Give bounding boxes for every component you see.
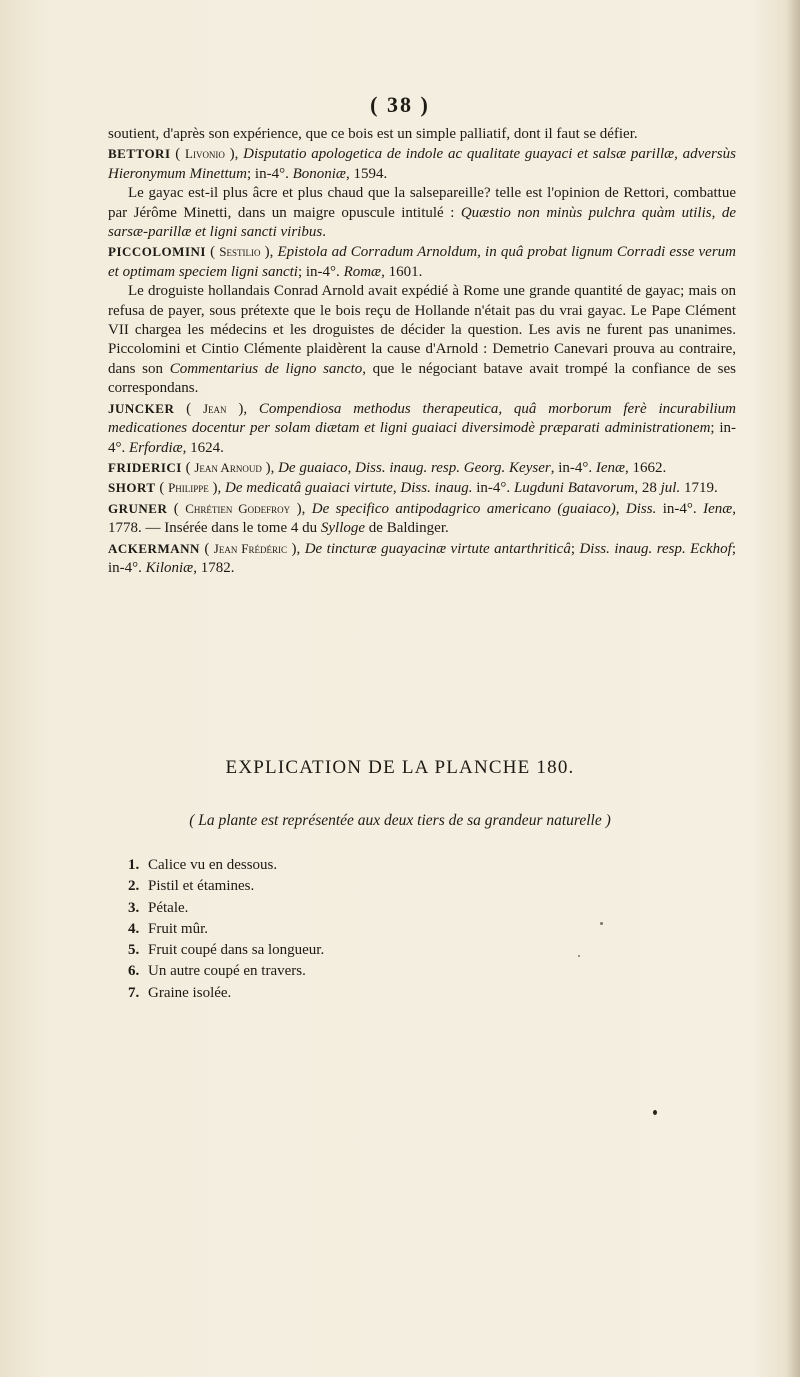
italic-title: Lugduni Batavorum: [513, 480, 635, 497]
text-run: ),: [260, 244, 278, 261]
author-name: PICCOLOMINI: [108, 244, 206, 260]
text-run: Jean: [202, 400, 227, 416]
commentary-paragraph: [108, 184, 736, 242]
legend-number: 4.: [128, 920, 140, 937]
bibliography-entry: [108, 399, 736, 458]
text-run: , 1601.: [381, 263, 423, 280]
italic-title: Diss.: [625, 500, 657, 517]
commentary-paragraph: [108, 125, 736, 144]
ink-speck: [578, 955, 580, 957]
text-run: ;: [570, 540, 580, 557]
page-number: ( 38 ): [370, 92, 430, 117]
author-name: SHORT: [108, 480, 156, 496]
text-run: , 1624.: [182, 439, 224, 456]
bibliography-text: [108, 125, 736, 578]
text-run: ),: [287, 540, 305, 557]
bibliography-entry: [108, 242, 736, 282]
text-run: Jean Arnoud: [194, 459, 262, 475]
text-run: in-4°.: [472, 480, 514, 497]
text-run: ,: [392, 480, 401, 497]
ink-speck: [600, 922, 603, 925]
legend-item: [128, 985, 324, 1006]
text-run: ; in-4°.: [247, 165, 293, 182]
italic-title: Erfordiæ: [129, 439, 183, 456]
text-run: , 1778. — Insérée dans le tome 4 du: [108, 500, 736, 537]
text-run: ; in-4°.: [108, 540, 736, 576]
text-run: de Baldinger.: [365, 520, 449, 537]
text-run: , 28: [634, 480, 661, 497]
legend-item: [128, 878, 324, 899]
legend-number: 1.: [128, 857, 140, 873]
text-run: (: [181, 459, 195, 476]
legend-text: Fruit mûr.: [148, 920, 209, 937]
text-run: ),: [226, 400, 259, 417]
text-run: ),: [208, 480, 226, 497]
italic-title: De medicatâ guaiaci virtute: [225, 480, 393, 497]
italic-title: De specifico antipodagrico americano (guaiaco): [311, 500, 616, 517]
author-name: GRUNER: [108, 500, 168, 516]
author-name: BETTORI: [108, 146, 171, 162]
legend-text: Graine isolée.: [148, 984, 232, 1001]
text-run: Le droguiste hollandais Conrad Arnold avait expédié à Rome une grande quantité de gayac; mais on refusa de payer, sous prétexte que le bois reçu de Hollande n'était pas du vrai gayac. Le Pape Clément VII chargea les médecins et les droguistes de décider la question. Les avis ne furent pas unanimes. Piccolomini et Cintio Clémente plaidèrent la cause d'Arnold : Demetrio Canevari prouva au contraire, dans son: [108, 283, 736, 377]
text-run: soutient, d'après son expérience, que ce bois est un simple palliatif, dont il faut se défier.: [108, 126, 638, 142]
text-run: (: [155, 480, 169, 497]
plate-scale-note: ( La plante est représentée aux deux tiers de sa grandeur naturelle ): [189, 812, 611, 829]
italic-title: Compendiosa methodus therapeutica, quâ morborum ferè incurabilium medicationes docentur per solam diætam et ligni guaiaci diversimodè præparati administrationem: [108, 400, 736, 437]
text-run: , que le négociant batave avait trompé la confiance de ses correspondans.: [108, 360, 736, 397]
text-run: ),: [261, 459, 279, 476]
legend-text: Fruit coupé dans sa longueur.: [148, 942, 325, 959]
legend-item: [128, 921, 324, 942]
legend-text: Calice vu en dessous.: [148, 857, 278, 873]
text-run: , 1662.: [625, 459, 667, 476]
bibliography-entry: [108, 458, 736, 478]
italic-title: Diss. inaug.: [400, 480, 473, 497]
text-run: .: [322, 224, 326, 241]
plate-legend-list: [128, 857, 324, 1006]
italic-title: Ienæ: [595, 459, 626, 476]
text-run: in-4°.: [656, 500, 704, 517]
text-run: ),: [290, 500, 312, 517]
text-run: ; in-4°.: [297, 263, 344, 280]
bibliography-entry: [108, 144, 736, 184]
text-run: (: [167, 500, 186, 517]
legend-text: Un autre coupé en travers.: [148, 963, 306, 980]
text-run: ),: [224, 146, 244, 163]
plate-explanation-heading: EXPLICATION DE LA PLANCHE 180.: [225, 757, 575, 778]
italic-title: Romæ: [343, 263, 382, 280]
italic-title: De guaiaco: [278, 459, 348, 476]
legend-item: [128, 857, 324, 878]
author-name: ACKERMANN: [108, 540, 200, 556]
text-run: Philippe: [168, 480, 209, 496]
text-run: Jean Frédéric: [213, 540, 288, 556]
text-run: , 1594.: [345, 165, 388, 182]
legend-text: Pétale.: [148, 899, 189, 916]
legend-item: [128, 942, 324, 963]
bibliography-entry: [108, 478, 736, 498]
text-run: Chrétien Godefroy: [185, 500, 291, 516]
text-run: , 1782.: [193, 559, 235, 576]
text-run: (: [205, 244, 220, 261]
legend-number: 7.: [128, 984, 140, 1001]
text-run: 1719.: [680, 480, 718, 497]
legend-item: [128, 900, 324, 921]
italic-title: jul.: [660, 480, 681, 497]
text-run: (: [199, 540, 214, 557]
text-run: Livonio: [185, 146, 225, 162]
ink-speck: [653, 1110, 657, 1115]
italic-title: Bononiæ: [292, 165, 346, 182]
legend-number: 6.: [128, 963, 140, 980]
italic-title: Diss. inaug. resp. Eckhof: [579, 540, 732, 557]
page-edge-shadow: [786, 0, 800, 1377]
italic-title: Kiloniæ: [145, 559, 194, 576]
text-run: (: [174, 400, 203, 417]
legend-number: 3.: [128, 899, 140, 916]
text-run: , in-4°.: [550, 459, 596, 476]
text-run: (: [170, 146, 185, 163]
legend-text: Pistil et étamines.: [148, 878, 255, 895]
italic-title: Diss. inaug. resp. Georg. Keyser: [355, 459, 551, 476]
text-run: ,: [615, 500, 626, 517]
italic-title: Ienæ: [703, 500, 733, 517]
text-run: Sestilio: [219, 244, 261, 260]
author-name: FRIDERICI: [108, 459, 182, 475]
italic-title: Quæstio non minùs pulchra quàm utilis, de sarsæ-parillæ et ligni sancti viribus: [108, 204, 736, 241]
text-run: ; in-4°.: [108, 420, 736, 456]
text-run: ,: [347, 459, 356, 476]
commentary-paragraph: [108, 282, 736, 398]
legend-number: 2.: [128, 878, 140, 895]
author-name: JUNCKER: [108, 400, 175, 416]
bibliography-entry: [108, 499, 736, 539]
legend-item: [128, 963, 324, 984]
bibliography-entry: [108, 539, 736, 579]
italic-title: Disputatio apologetica de indole ac qualitate guayaci et salsæ parillæ, adversùs Hieronymum Minettum: [108, 146, 736, 182]
italic-title: Epistola ad Corradum Arnoldum, in quâ probat lignum Corradi esse verum et optimam speciem ligni sancti: [108, 244, 736, 280]
text-run: Le gayac est-il plus âcre et plus chaud que la salsepareille? telle est l'opinion de Rettori, combattue par Jérôme Minetti, dans un maigre opuscule intitulé :: [108, 185, 736, 221]
italic-title: Sylloge: [320, 520, 366, 537]
italic-title: Commentarius de ligno sancto: [169, 360, 363, 377]
legend-number: 5.: [128, 942, 140, 959]
italic-title: De tincturæ guayacinæ virtute antarthriticâ: [304, 540, 571, 557]
